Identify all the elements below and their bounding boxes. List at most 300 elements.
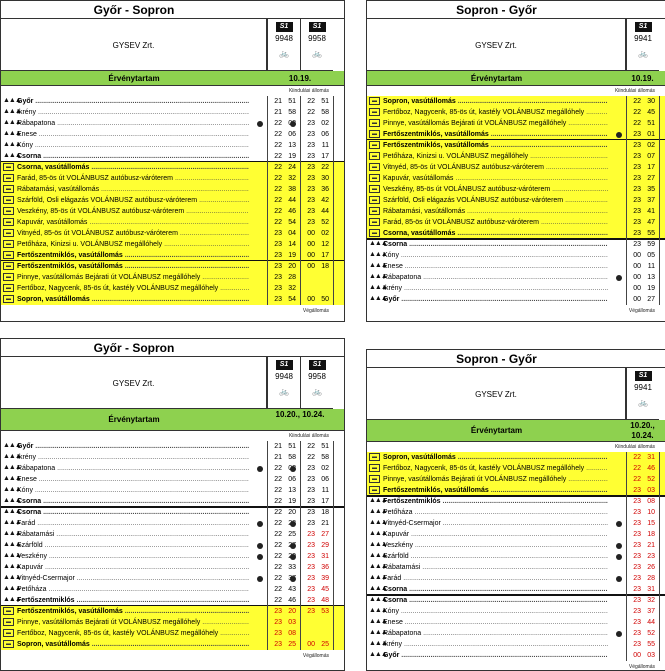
column-line xyxy=(267,441,268,650)
departure-minute: 01 xyxy=(647,131,655,138)
train-icon: ▲▲▲ xyxy=(369,497,387,504)
train-icon: ▲▲▲ xyxy=(3,475,21,482)
table-row xyxy=(367,272,665,283)
train-column-header xyxy=(626,19,659,71)
station-name: Fertőszentmiklós ..... xyxy=(383,496,608,507)
departure-hour: 00 xyxy=(633,652,641,659)
station-name: Farád, 85-ös út VOLÁNBUSZ autóbusz-váróterem ..... xyxy=(17,173,249,184)
train-column-header xyxy=(267,19,300,71)
bus-icon: ▬ xyxy=(3,229,14,237)
departure-hour: 23 xyxy=(307,465,315,472)
departure-minute: 25 xyxy=(288,641,296,648)
train-icon: ▲▲▲ xyxy=(369,295,387,302)
station-name: Kapuvár, vasútállomás ..... xyxy=(383,173,608,184)
table-row xyxy=(367,496,665,507)
request-stop-icon xyxy=(290,466,296,472)
validity-row xyxy=(367,71,665,86)
departure-hour: 22 xyxy=(274,142,282,149)
station-name: Rábatamási, vasútállomás ..... xyxy=(383,206,608,217)
column-line xyxy=(300,441,301,650)
departure-hour: 23 xyxy=(633,608,641,615)
bike-icon: 🚲 xyxy=(312,387,322,396)
station-name: Rábapatona ..... xyxy=(383,628,608,639)
train-icon: ▲▲▲ xyxy=(3,108,21,115)
departure-hour: 23 xyxy=(633,487,641,494)
panel-sopron-gyor-bottom xyxy=(366,349,665,671)
departure-hour: 23 xyxy=(307,186,315,193)
table-row xyxy=(1,140,345,151)
departure-minute: 38 xyxy=(288,186,296,193)
train-category-badge: S1 xyxy=(309,360,326,370)
departure-minute: 33 xyxy=(288,564,296,571)
station-name: Győr ..... xyxy=(17,96,249,107)
operator-cell xyxy=(367,368,626,420)
request-stop-icon xyxy=(290,576,296,582)
station-name: Csorna ..... xyxy=(17,507,249,518)
departure-hour: 22 xyxy=(274,597,282,604)
departure-minute: 47 xyxy=(647,219,655,226)
table-row xyxy=(1,228,345,239)
departure-hour: 23 xyxy=(307,597,315,604)
departure-hour: 22 xyxy=(274,208,282,215)
departure-hour: 23 xyxy=(307,476,315,483)
table-row xyxy=(1,584,345,595)
departure-hour: 23 xyxy=(307,219,315,226)
departure-minute: 26 xyxy=(647,564,655,571)
station-name: Csorna ..... xyxy=(383,584,608,595)
departure-minute: 42 xyxy=(321,197,329,204)
departure-hour: 23 xyxy=(633,175,641,182)
departure-hour: 23 xyxy=(307,164,315,171)
departure-minute: 39 xyxy=(321,575,329,582)
table-row xyxy=(367,540,665,551)
departure-minute: 11 xyxy=(321,487,329,494)
table-row xyxy=(367,617,665,628)
station-name: Pinnye, vasútállomás Bejárati út VOLÁNBUSZ megállóhely ..... xyxy=(17,617,249,628)
departure-minute: 19 xyxy=(288,153,296,160)
station-name: Kóny ..... xyxy=(383,250,608,261)
panel-title: Győr - Sopron xyxy=(1,1,267,19)
table-row xyxy=(367,140,665,151)
table-row xyxy=(1,529,345,540)
departure-minute: 27 xyxy=(647,296,655,303)
departure-hour: 22 xyxy=(274,498,282,505)
validity-row xyxy=(367,420,665,442)
table-row xyxy=(1,485,345,496)
table-row xyxy=(1,562,345,573)
bus-icon: ▬ xyxy=(369,185,380,193)
train-icon: ▲▲▲ xyxy=(369,563,387,570)
train-column-header xyxy=(300,19,333,71)
station-name: Győr ..... xyxy=(383,294,608,305)
bus-icon: ▬ xyxy=(369,152,380,160)
train-icon: ▲▲▲ xyxy=(3,442,21,449)
table-row xyxy=(1,551,345,562)
bus-icon: ▬ xyxy=(369,218,380,226)
departure-hour: 23 xyxy=(633,586,641,593)
departure-hour: 22 xyxy=(633,454,641,461)
table-row xyxy=(1,463,345,474)
departure-minute: 15 xyxy=(647,520,655,527)
request-stop-icon xyxy=(257,554,263,560)
station-name: Farád ..... xyxy=(17,518,249,529)
train-icon: ▲▲▲ xyxy=(3,97,21,104)
table-row xyxy=(1,617,345,628)
departure-minute: 21 xyxy=(321,520,329,527)
station-name: Ikrény ..... xyxy=(383,283,608,294)
bus-icon: ▬ xyxy=(3,629,14,637)
bike-icon: 🚲 xyxy=(312,49,322,58)
departure-minute: 54 xyxy=(288,296,296,303)
departure-hour: 22 xyxy=(274,553,282,560)
departure-hour: 00 xyxy=(633,285,641,292)
departure-minute: 17 xyxy=(321,252,329,259)
train-icon: ▲▲▲ xyxy=(369,552,387,559)
station-name: Sopron, vasútállomás ..... xyxy=(17,294,249,305)
departure-minute: 13 xyxy=(288,487,296,494)
station-name: Kapuvár ..... xyxy=(383,529,608,540)
train-number: 9948 xyxy=(275,34,293,43)
departure-hour: 23 xyxy=(633,619,641,626)
departure-hour: 23 xyxy=(307,608,315,615)
departure-minute: 20 xyxy=(288,608,296,615)
panel-sopron-gyor-top xyxy=(366,0,665,322)
start-note: Kiindulási állomás xyxy=(614,444,655,450)
train-column-header xyxy=(626,368,659,420)
departure-minute: 20 xyxy=(288,509,296,516)
departure-hour: 23 xyxy=(307,197,315,204)
departure-hour: 23 xyxy=(307,509,315,516)
station-name: Csorna ..... xyxy=(17,496,249,507)
request-stop-icon xyxy=(257,466,263,472)
request-stop-icon xyxy=(616,554,622,560)
departure-minute: 59 xyxy=(647,241,655,248)
station-name: Szárföld, Osli elágazás VOLÁNBUSZ autóbusz-váróterem ..... xyxy=(17,195,249,206)
departure-minute: 52 xyxy=(321,219,329,226)
station-name: Rábatamási ..... xyxy=(17,529,249,540)
departure-hour: 23 xyxy=(633,597,641,604)
train-number: 9941 xyxy=(634,383,652,392)
departure-hour: 23 xyxy=(307,153,315,160)
validity-dates: 10.19. xyxy=(631,74,654,83)
bus-icon: ▬ xyxy=(3,618,14,626)
departure-minute: 07 xyxy=(647,153,655,160)
table-row xyxy=(367,474,665,485)
column-line xyxy=(300,96,301,305)
table-row xyxy=(1,107,345,118)
station-name: Sopron, vasútállomás ..... xyxy=(383,452,608,463)
departure-hour: 00 xyxy=(307,241,315,248)
station-name: Kóny ..... xyxy=(383,606,608,617)
departure-hour: 22 xyxy=(633,98,641,105)
departure-hour: 23 xyxy=(274,630,282,637)
train-icon: ▲▲▲ xyxy=(3,541,21,548)
departure-minute: 19 xyxy=(647,285,655,292)
train-number: 9948 xyxy=(275,372,293,381)
bus-icon: ▬ xyxy=(3,640,14,648)
departure-hour: 22 xyxy=(274,465,282,472)
departure-minute: 29 xyxy=(321,542,329,549)
train-icon: ▲▲▲ xyxy=(369,262,387,269)
table-row xyxy=(367,639,665,650)
table-row xyxy=(367,217,665,228)
departure-minute: 19 xyxy=(288,498,296,505)
departure-hour: 21 xyxy=(274,109,282,116)
departure-minute: 51 xyxy=(288,98,296,105)
departure-minute: 28 xyxy=(647,575,655,582)
departure-hour: 00 xyxy=(633,274,641,281)
request-stop-icon xyxy=(616,576,622,582)
column-line xyxy=(659,452,660,661)
train-category-badge: S1 xyxy=(309,22,326,32)
departure-hour: 23 xyxy=(633,641,641,648)
departure-hour: 23 xyxy=(307,531,315,538)
departure-hour: 23 xyxy=(633,520,641,527)
bus-icon: ▬ xyxy=(369,174,380,182)
departure-hour: 22 xyxy=(307,98,315,105)
bus-icon: ▬ xyxy=(3,163,14,171)
departure-hour: 00 xyxy=(307,296,315,303)
table-row xyxy=(367,294,665,305)
title-right-border xyxy=(267,339,345,357)
departure-hour: 23 xyxy=(633,553,641,560)
departure-hour: 00 xyxy=(633,263,641,270)
train-icon: ▲▲▲ xyxy=(3,464,21,471)
bus-icon: ▬ xyxy=(3,240,14,248)
station-name: Sopron, vasútállomás ..... xyxy=(383,96,608,107)
bus-icon: ▬ xyxy=(369,97,380,105)
bus-icon: ▬ xyxy=(369,475,380,483)
request-stop-icon xyxy=(290,543,296,549)
bus-icon: ▬ xyxy=(369,119,380,127)
station-name: Szárföld ..... xyxy=(383,551,608,562)
station-name: Fertőszentmiklós, vasútállomás ..... xyxy=(383,140,608,151)
station-name: Szárföld, Osli elágazás VOLÁNBUSZ autóbusz-váróterem ..... xyxy=(383,195,608,206)
departure-minute: 17 xyxy=(647,164,655,171)
bus-icon: ▬ xyxy=(3,185,14,193)
departure-minute: 06 xyxy=(321,476,329,483)
column-line xyxy=(659,96,660,305)
train-icon: ▲▲▲ xyxy=(369,574,387,581)
panel-gyor-sopron-top xyxy=(0,0,345,322)
table-row xyxy=(367,206,665,217)
departure-minute: 02 xyxy=(321,120,329,127)
bus-icon: ▬ xyxy=(3,607,14,615)
departure-minute: 03 xyxy=(647,487,655,494)
title-right-border xyxy=(267,1,345,19)
departure-minute: 27 xyxy=(647,175,655,182)
train-icon: ▲▲▲ xyxy=(369,519,387,526)
table-row xyxy=(1,162,345,173)
validity-label: Érvénytartam xyxy=(470,426,523,435)
station-name: Rábapatona ..... xyxy=(383,272,608,283)
departure-minute: 12 xyxy=(321,241,329,248)
bike-icon: 🚲 xyxy=(279,387,289,396)
station-name: Kóny ..... xyxy=(17,485,249,496)
train-icon: ▲▲▲ xyxy=(3,130,21,137)
departure-hour: 23 xyxy=(633,630,641,637)
table-row xyxy=(1,283,345,294)
bus-icon: ▬ xyxy=(3,262,14,270)
departure-minute: 41 xyxy=(647,208,655,215)
column-line xyxy=(333,96,334,305)
station-name: Sopron, vasútállomás ..... xyxy=(17,639,249,650)
station-name: Fertőboz, Nagycenk, 85-ös út, kastély VOLÁNBUSZ megállóhely ..... xyxy=(17,628,249,639)
train-icon: ▲▲▲ xyxy=(3,486,21,493)
request-stop-icon xyxy=(290,521,296,527)
train-icon: ▲▲▲ xyxy=(3,508,21,515)
departure-minute: 14 xyxy=(288,241,296,248)
table-row xyxy=(1,217,345,228)
operator-cell xyxy=(367,19,626,71)
station-name: Kóny ..... xyxy=(17,140,249,151)
departure-minute: 51 xyxy=(321,98,329,105)
bus-icon: ▬ xyxy=(3,273,14,281)
train-icon: ▲▲▲ xyxy=(369,251,387,258)
departure-minute: 51 xyxy=(288,443,296,450)
departure-hour: 23 xyxy=(633,509,641,516)
train-column-header xyxy=(267,357,300,409)
departure-hour: 23 xyxy=(274,241,282,248)
train-icon: ▲▲▲ xyxy=(369,284,387,291)
station-name: Fertőboz, Nagycenk, 85-ös út, kastély VOLÁNBUSZ megállóhely ..... xyxy=(17,283,249,294)
departure-hour: 23 xyxy=(274,252,282,259)
operator-cell xyxy=(1,357,267,409)
train-category-badge: S1 xyxy=(276,22,293,32)
train-icon: ▲▲▲ xyxy=(369,596,387,603)
departure-hour: 23 xyxy=(633,219,641,226)
station-name: Vitnyéd-Csermajor ..... xyxy=(17,573,249,584)
panel-title: Sopron - Győr xyxy=(367,350,626,368)
departure-hour: 22 xyxy=(274,186,282,193)
departure-hour: 23 xyxy=(633,164,641,171)
departure-hour: 23 xyxy=(274,608,282,615)
departure-minute: 28 xyxy=(288,274,296,281)
departure-hour: 23 xyxy=(307,131,315,138)
departure-minute: 46 xyxy=(288,208,296,215)
station-name: Fertőszentmiklós, vasútállomás ..... xyxy=(383,485,608,496)
station-name: Rábatamási, vasútállomás ..... xyxy=(17,184,249,195)
bus-icon: ▬ xyxy=(369,229,380,237)
departure-minute: 32 xyxy=(647,597,655,604)
table-row xyxy=(367,184,665,195)
station-name: Petőháza ..... xyxy=(17,584,249,595)
departure-minute: 18 xyxy=(321,263,329,270)
train-icon: ▲▲▲ xyxy=(369,629,387,636)
departure-minute: 11 xyxy=(647,263,655,270)
departure-hour: 23 xyxy=(633,542,641,549)
departure-hour: 23 xyxy=(633,531,641,538)
station-name: Rábapatona ..... xyxy=(17,463,249,474)
station-name: Enese ..... xyxy=(17,129,249,140)
bike-icon: 🚲 xyxy=(638,398,648,407)
request-stop-icon xyxy=(257,576,263,582)
column-line xyxy=(626,96,627,305)
departure-minute: 45 xyxy=(321,586,329,593)
train-number: 9958 xyxy=(308,372,326,381)
departure-minute: 25 xyxy=(321,641,329,648)
departure-hour: 23 xyxy=(633,230,641,237)
table-row xyxy=(1,173,345,184)
departure-hour: 23 xyxy=(633,186,641,193)
departure-hour: 00 xyxy=(307,230,315,237)
train-icon: ▲▲▲ xyxy=(3,530,21,537)
station-name: Ikrény ..... xyxy=(17,107,249,118)
table-row xyxy=(367,261,665,272)
station-name: Csorna, vasútállomás ..... xyxy=(17,162,249,173)
station-name: Csorna, vasútállomás ..... xyxy=(383,228,608,239)
request-stop-icon xyxy=(290,554,296,560)
departure-hour: 22 xyxy=(633,476,641,483)
train-icon: ▲▲▲ xyxy=(369,508,387,515)
table-row xyxy=(367,463,665,474)
departure-minute: 58 xyxy=(321,109,329,116)
validity-row xyxy=(1,71,345,86)
departure-minute: 44 xyxy=(647,619,655,626)
departure-hour: 22 xyxy=(274,120,282,127)
departure-hour: 21 xyxy=(274,454,282,461)
end-note: Végállomás xyxy=(302,653,329,659)
departure-minute: 04 xyxy=(288,230,296,237)
departure-minute: 37 xyxy=(647,608,655,615)
table-row xyxy=(1,294,345,305)
bus-icon: ▬ xyxy=(3,174,14,182)
departure-hour: 00 xyxy=(633,296,641,303)
station-name: Petőháza, Kinizsi u. VOLÁNBUSZ megállóhely ..... xyxy=(383,151,608,162)
departure-minute: 17 xyxy=(321,153,329,160)
request-stop-icon xyxy=(616,631,622,637)
panel-title: Sopron - Győr xyxy=(367,1,626,19)
departure-hour: 23 xyxy=(274,230,282,237)
table-row xyxy=(367,118,665,129)
departure-hour: 22 xyxy=(633,109,641,116)
end-note: Végállomás xyxy=(628,308,655,314)
departure-hour: 23 xyxy=(633,575,641,582)
departure-minute: 25 xyxy=(288,531,296,538)
validity-label: Érvénytartam xyxy=(108,74,160,83)
train-category-badge: S1 xyxy=(276,360,293,370)
table-row xyxy=(367,595,665,606)
departure-minute: 55 xyxy=(647,230,655,237)
station-name: Győr ..... xyxy=(17,441,249,452)
station-name: Kapuvár ..... xyxy=(17,562,249,573)
departure-hour: 22 xyxy=(274,131,282,138)
station-name: Veszkény, 85-ös út VOLÁNBUSZ autóbusz-váróterem ..... xyxy=(17,206,249,217)
train-icon: ▲▲▲ xyxy=(369,273,387,280)
operator-name: GYSEV Zrt. xyxy=(475,390,517,399)
bus-icon: ▬ xyxy=(369,196,380,204)
departure-minute: 58 xyxy=(321,454,329,461)
bus-icon: ▬ xyxy=(3,196,14,204)
departure-minute: 08 xyxy=(647,498,655,505)
departure-minute: 18 xyxy=(647,531,655,538)
departure-hour: 22 xyxy=(274,164,282,171)
station-name: Rábapatona ..... xyxy=(17,118,249,129)
station-name: Fertőszentmiklós ..... xyxy=(17,595,249,606)
departure-minute: 05 xyxy=(647,252,655,259)
start-note: Kiindulási állomás xyxy=(614,88,655,94)
departure-minute: 06 xyxy=(288,131,296,138)
table-row xyxy=(1,118,345,129)
departure-minute: 43 xyxy=(288,586,296,593)
departure-hour: 23 xyxy=(307,487,315,494)
departure-hour: 23 xyxy=(307,120,315,127)
station-name: Rábatamási ..... xyxy=(383,562,608,573)
request-stop-icon xyxy=(290,121,296,127)
train-icon: ▲▲▲ xyxy=(369,530,387,537)
station-name: Kapuvár, vasútállomás ..... xyxy=(17,217,249,228)
station-name: Enese ..... xyxy=(383,617,608,628)
